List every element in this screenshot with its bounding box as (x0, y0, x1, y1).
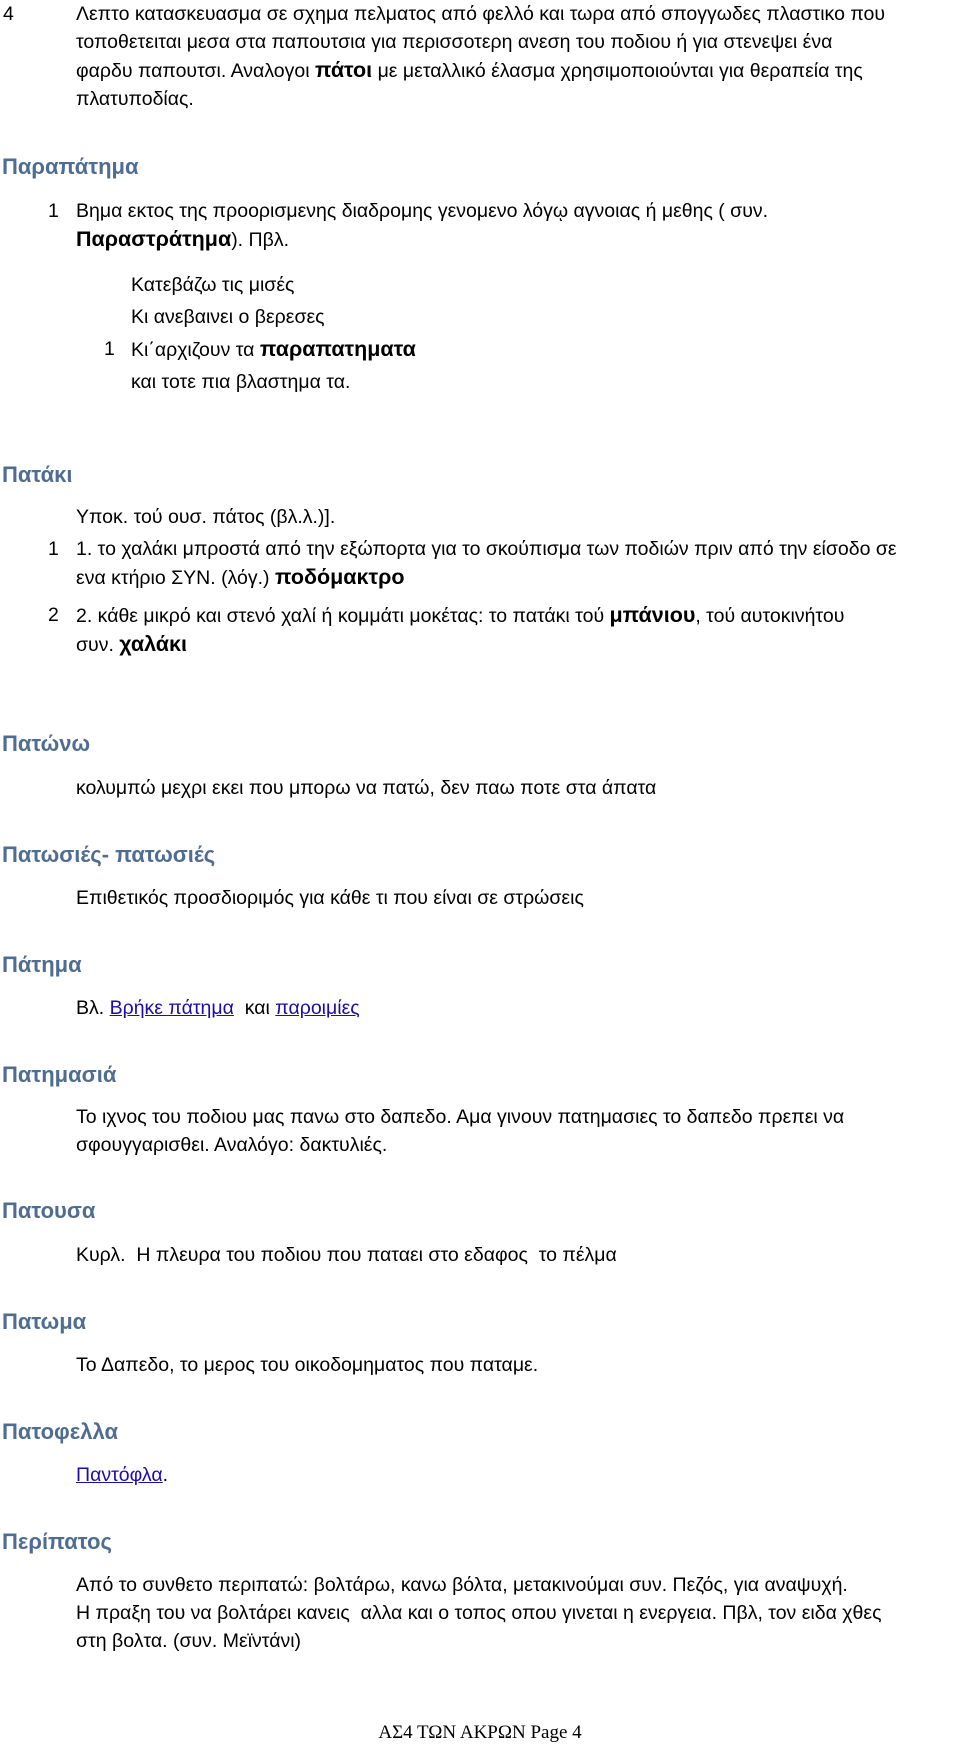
entry-heading-patosies: Πατωσιές- πατωσιές (2, 842, 216, 867)
definition-text: Επιθετικός προσδιοριμός για κάθε τι που είναι σε στρώσεις (76, 887, 584, 909)
definition-line: Λεπτο κατασκευασμα σε σχημα πελματος από φελλό και τωρα από σπογγωδες πλαστικο που (76, 3, 886, 25)
synonym-term: Παραστράτημα (76, 227, 232, 251)
verse-line: Κατεβάζω τις μισές (131, 274, 295, 296)
entry-heading-patofella: Πατοφελλα (2, 1419, 118, 1444)
link-paroimies[interactable]: παροιμίες (275, 997, 360, 1019)
definition-line: στη βολτα. (συν. Μεϊντάνι) (76, 1630, 302, 1652)
list-number: 1 (104, 338, 115, 360)
entry-heading-patoma: Πατωμα (2, 1309, 87, 1334)
highlighted-term: μπάνιου (609, 603, 696, 627)
text-run: , τού αυτοκινήτου (695, 605, 845, 627)
entry-heading-peripatos: Περίπατος (2, 1529, 112, 1554)
list-number: 4 (3, 3, 14, 25)
definition-line: τοποθετειται μεσα στα παπουτσια για περισσοτερη ανεση του ποδιου ή για στενεψει ένα (76, 31, 833, 53)
definition-line: σφουγγαρισθει. Αναλόγο: δακτυλιές. (76, 1134, 388, 1156)
verse-line (131, 333, 416, 366)
verse-line: Κι ανεβαινει ο βερεσες (131, 306, 325, 328)
synonym-term: ποδόμακτρο (274, 565, 405, 589)
definition-line (76, 56, 885, 85)
entry-heading-patousa: Πατουσα (2, 1198, 96, 1223)
definition-line (76, 563, 897, 592)
definition-line (76, 225, 768, 254)
definition-line: Το ιχνος του ποδιου μας πανω στο δαπεδο. Αμα γινουν πατημασιες το δαπεδο πρεπει να (76, 1106, 845, 1128)
definition-line: Η πραξη του να βολτάρει κανεις αλλα και ο τοπος οπου γινεται η ενεργεια. Πβλ, τον ειδα χθες (76, 1602, 882, 1624)
definition-line (76, 630, 844, 659)
text-run: 2. κάθε μικρό και στενό χαλί ή κομμάτι μοκέτας: το πατάκι τού (76, 605, 610, 627)
definition-text (76, 1571, 881, 1655)
entry-heading-patimasia: Πατημασιά (2, 1062, 117, 1087)
text-run: και (233, 997, 276, 1019)
verse-block (131, 269, 416, 398)
text-run: Κι΄αρχιζουν τα (131, 339, 260, 361)
text-run: με μεταλλικό έλασμα χρησιμοποιούνται για θεραπεία της (372, 60, 863, 82)
definition-text (76, 994, 360, 1022)
text-run: . (162, 1464, 169, 1486)
definition-text (76, 1103, 844, 1159)
page-footer: ΑΣ4 ΤΩΝ ΑΚΡΩΝ Page 4 (378, 1722, 582, 1743)
list-number: 2 (48, 604, 59, 626)
entry-heading-patono: Πατώνω (2, 731, 91, 756)
entry-heading-parapatima: Παραπάτημα (2, 154, 139, 179)
list-number: 1 (48, 200, 59, 222)
definition-text: Το Δαπεδο, το μερος του οικοδομηματος που παταμε. (76, 1354, 539, 1376)
text-run: συν. (76, 634, 120, 656)
definition-text: κολυμπώ μεχρι εκει που μπορω να πατώ, δεν παω ποτε στα άπατα (76, 777, 657, 799)
definition-text (76, 601, 844, 659)
definition-text (76, 1461, 168, 1489)
entry-heading-patima: Πάτημα (2, 952, 82, 977)
synonym-term: χαλάκι (119, 632, 187, 656)
text-run: ). Πβλ. (231, 229, 289, 251)
highlighted-term: παραπατηματα (259, 337, 416, 361)
entry-heading-pataki: Πατάκι (2, 462, 73, 487)
text-run: φαρδυ παπουτσι. Αναλογοι (76, 60, 315, 82)
text-run: Βλ. (76, 997, 110, 1019)
definition-text (76, 535, 897, 592)
definition-line: Βημα εκτος της προορισμενης διαδρομης γενομενο λόγῳ αγνοιας ή μεθης ( συν. (76, 200, 769, 222)
definition-line: Από το συνθετο περιπατώ: βολτάρω, κανω βόλτα, μετακινούμαι συν. Πεζός, για αναψυχή. (76, 1574, 848, 1596)
definition-text: Κυρλ. Η πλευρα του ποδιου που παταει στο εδαφος το πέλμα (76, 1244, 617, 1266)
etymology-line: Υποκ. τού ουσ. πάτος (βλ.λ.)]. (76, 506, 336, 528)
definition-line (76, 601, 844, 630)
definition-line: πλατυποδίας. (76, 88, 194, 110)
cross-reference-term: πάτοι (314, 58, 373, 82)
list-number: 1 (48, 538, 59, 560)
verse-line: και τοτε πια βλαστημα τα. (131, 371, 351, 393)
link-vrike-patima[interactable]: Βρήκε πάτημα (109, 997, 234, 1019)
definition-text (76, 197, 768, 254)
definition-text (76, 0, 885, 113)
definition-line: 1. το χαλάκι μπροστά από την εξώπορτα για το σκούπισμα των ποδιών πριν από την είσοδο σε (76, 538, 897, 560)
link-pantofla[interactable]: Παντόφλα (76, 1464, 163, 1486)
text-run: ενα κτήριο ΣΥΝ. (λόγ.) (76, 567, 275, 589)
